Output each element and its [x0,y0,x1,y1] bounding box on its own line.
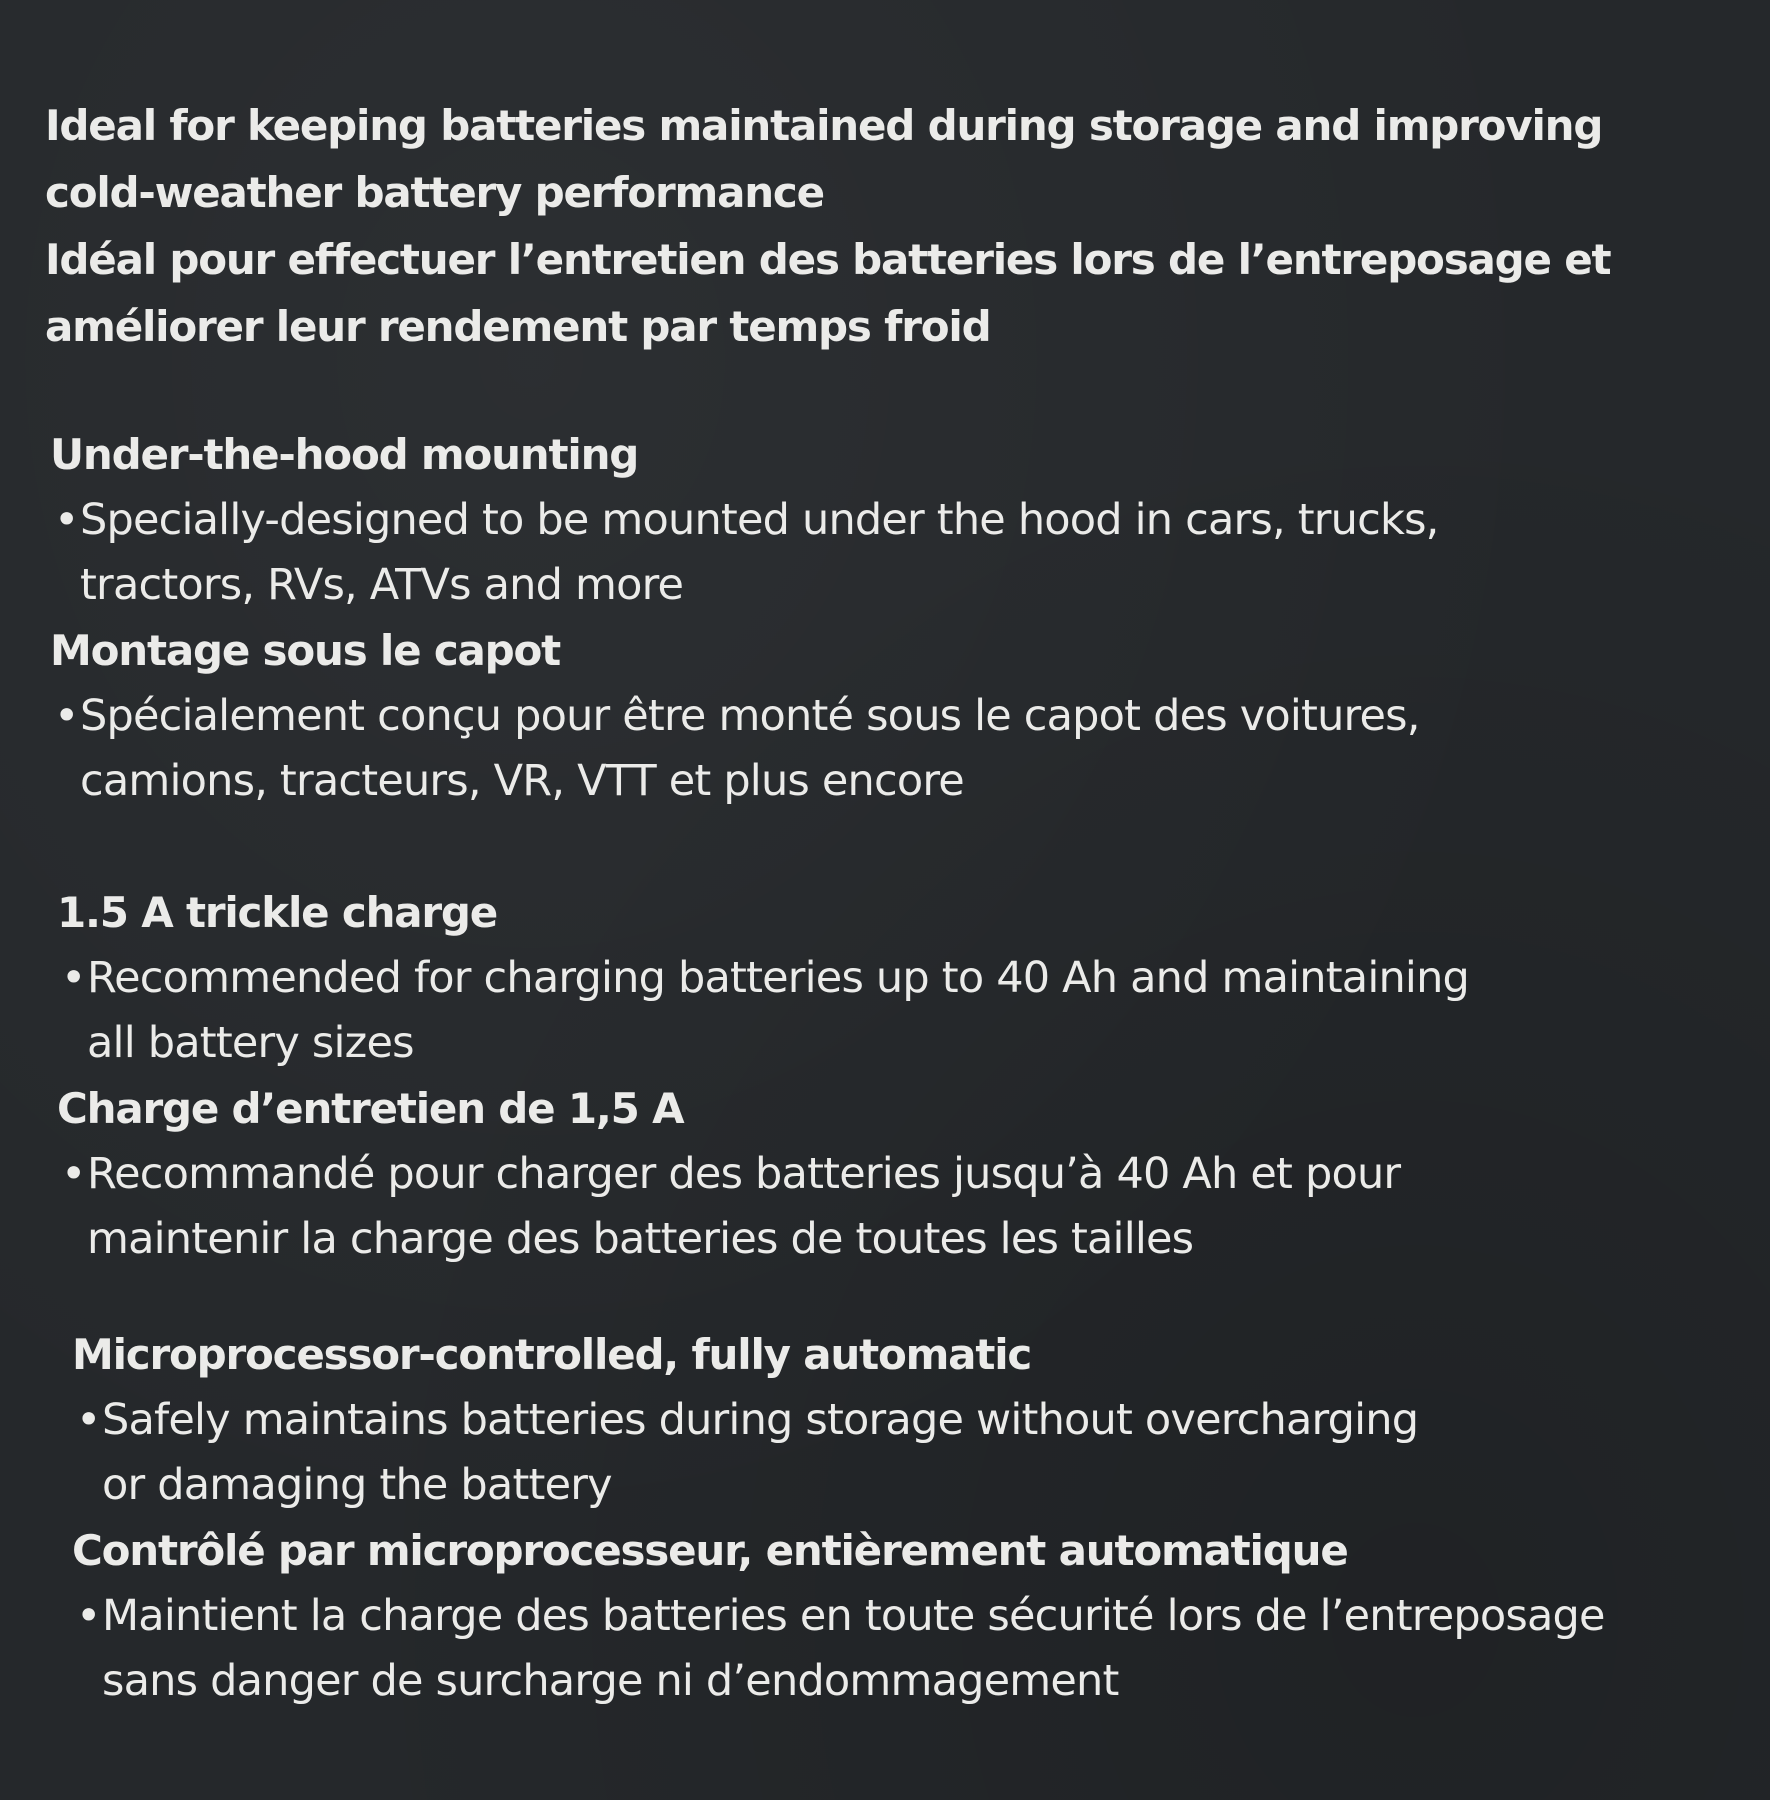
bullet-line: Recommandé pour charger des batteries jusqu’à 40 Ah et pour [87,1149,1401,1199]
bullet-dot: • [76,1591,101,1641]
bullet-line: Recommended for charging batteries up to 40 Ah and maintaining [87,953,1470,1003]
bullet-line: Safely maintains batteries during storage without overcharging [102,1395,1419,1445]
tagline-en-line-1: Ideal for keeping batteries maintained during storage and improving [45,101,1603,150]
bullet-line: maintenir la charge des batteries de toutes les tailles [87,1214,1194,1264]
feature-under-hood-mounting [50,422,1730,814]
feature-fr-block [50,618,1730,814]
bullet-line: camions, tracteurs, VR, VTT et plus encore [80,756,964,806]
bullet-line: Maintient la charge des batteries en toute sécurité lors de l’entreposage [102,1591,1605,1641]
feature-heading-en: Microprocessor-controlled, fully automatic [72,1330,1032,1379]
tagline-en-line-2: cold-weather battery performance [45,168,824,217]
feature-microprocessor-controlled [72,1322,1752,1714]
bullet-dot: • [54,691,79,741]
bullet-line: tractors, RVs, ATVs and more [80,560,684,610]
feature-heading-en: 1.5 A trickle charge [57,888,498,937]
feature-bullet-fr [72,1584,1752,1714]
feature-heading-fr: Charge d’entretien de 1,5 A [57,1084,684,1133]
bullet-line: or damaging the battery [102,1460,612,1510]
bullet-line: all battery sizes [87,1018,414,1068]
feature-fr-block [57,1076,1737,1272]
feature-heading-fr: Montage sous le capot [50,626,561,675]
bullet-dot: • [54,495,79,545]
bullet-line: sans danger de surcharge ni d’endommagement [102,1656,1119,1706]
feature-heading-fr: Contrôlé par microprocesseur, entièrement automatique [72,1526,1348,1575]
feature-bullet-en [50,488,1730,618]
bullet-dot: • [61,1149,86,1199]
tagline-fr-line-2: améliorer leur rendement par temps froid [45,302,991,351]
feature-fr-block [72,1518,1752,1714]
feature-trickle-charge [57,880,1737,1272]
bullet-line: Spécialement conçu pour être monté sous le capot des voitures, [80,691,1420,741]
bullet-dot: • [76,1395,101,1445]
bullet-dot: • [61,953,86,1003]
feature-bullet-fr [50,684,1730,814]
tagline-block [45,92,1725,360]
feature-heading-en: Under-the-hood mounting [50,430,639,479]
bullet-line: Specially-designed to be mounted under the hood in cars, trucks, [80,495,1439,545]
tagline-fr-line-1: Idéal pour effectuer l’entretien des batteries lors de l’entreposage et [45,235,1611,284]
feature-bullet-en [57,946,1737,1076]
feature-bullet-fr [57,1142,1737,1272]
feature-bullet-en [72,1388,1752,1518]
